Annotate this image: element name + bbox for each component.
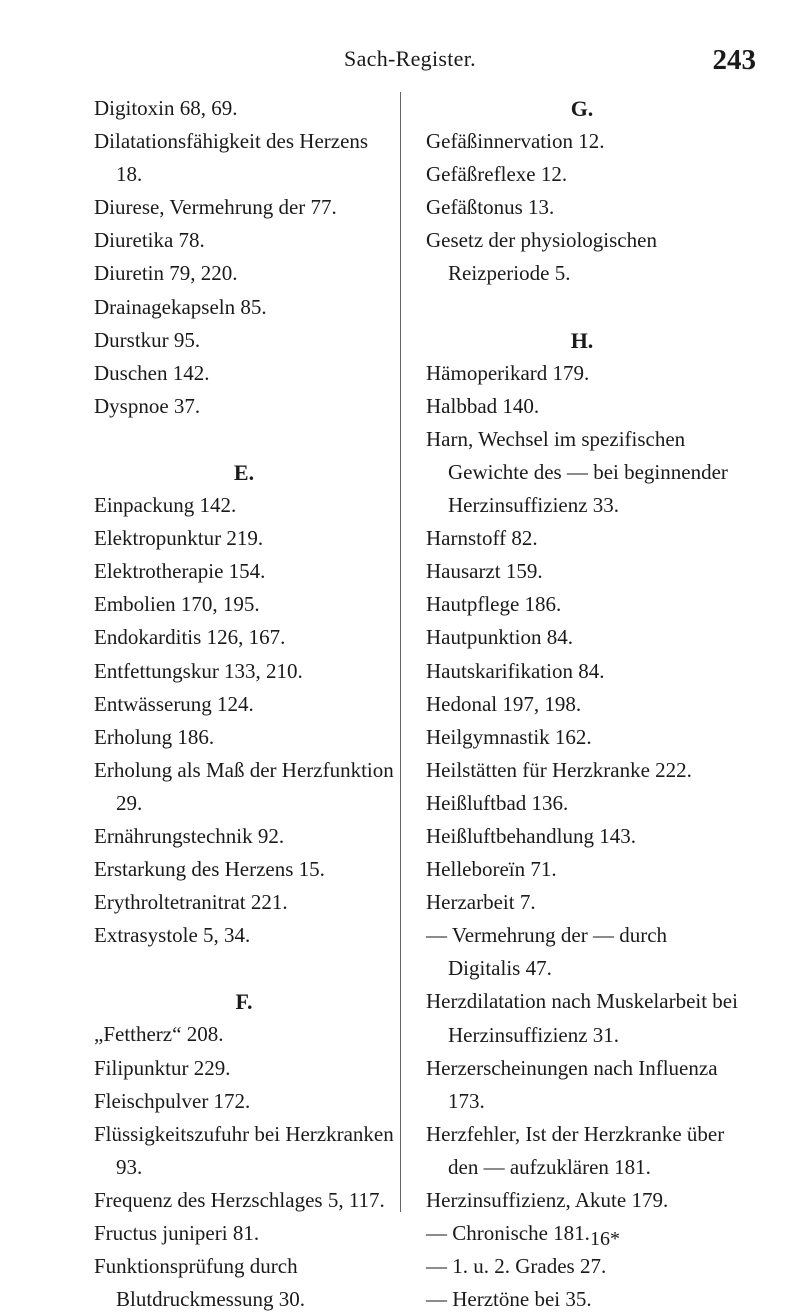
index-entry: Herzinsuffizienz, Akute 179.: [426, 1188, 669, 1212]
index-entry: Hausarzt 159.: [426, 559, 543, 584]
index-entry: Gefäßreflexe 12.: [426, 162, 568, 187]
index-entry: Heißluftbehandlung 143.: [426, 823, 636, 848]
index-entry: Gefäßinnervation 12.: [426, 129, 605, 154]
index-entry: Embolien 170, 195.: [94, 592, 260, 617]
index-entry: Herzarbeit 7.: [426, 890, 536, 915]
index-entry: Funktionsprüfung durch Blutdruckmessung 30.: [94, 1254, 305, 1312]
index-entry: Hedonal 197, 198.: [426, 691, 582, 716]
h-entries: [426, 357, 738, 1316]
index-entry: Herzerscheinungen nach Influenza 173.: [426, 1055, 718, 1113]
index-entry: Hautpunktion 84.: [426, 625, 573, 650]
index-entry: Diurese, Vermehrung der 77.: [94, 195, 337, 220]
index-entry: — 1. u. 2. Grades 27.: [426, 1254, 607, 1279]
index-entry: Dyspnoe 37.: [94, 393, 201, 418]
g-entries: [426, 125, 738, 290]
index-entry: Einpackung 142.: [94, 493, 237, 518]
index-entry: Elektropunktur 219.: [94, 526, 264, 551]
index-entry: Herzdilatation nach Muskelarbeit bei Herzinsuffizienz 31.: [426, 989, 738, 1047]
index-entry: Heißluftbad 136.: [426, 790, 569, 815]
index-entry: Fructus juniperi 81.: [94, 1221, 260, 1245]
f-entries: [94, 1018, 394, 1316]
index-entry: Hautpflege 186.: [426, 592, 562, 617]
index-entry: „Fettherz“ 208.: [94, 1022, 224, 1047]
index-entry: Filipunktur 229.: [94, 1055, 231, 1080]
index-entry: Entwässerung 124.: [94, 691, 254, 716]
index-entry: Hautskarifikation 84.: [426, 658, 605, 683]
index-entry: Heilstätten für Herzkranke 222.: [426, 757, 692, 782]
index-entry: Duschen 142.: [94, 360, 210, 385]
index-entry: Diuretin 79, 220.: [94, 261, 238, 286]
index-entry: — Vermehrung der — durch Digitalis 47.: [426, 923, 668, 981]
index-entry: Helleboreïn 71.: [426, 857, 557, 882]
right-column: [426, 92, 738, 1316]
index-entry: Digitoxin 68, 69.: [94, 96, 238, 120]
section-letter-f: F.: [235, 989, 253, 1015]
index-entry: Harn, Wechsel im spezifischen Gewichte des — bei beginnender Herzinsuffizienz 33.: [426, 426, 728, 518]
section-letter-h: H.: [570, 327, 594, 353]
index-entry: — Herztöne bei 35.: [426, 1287, 592, 1312]
index-entry: Durstkur 95.: [94, 327, 201, 352]
index-entry: Frequenz des Herzschlages 5, 117.: [94, 1187, 385, 1212]
index-entry: Entfettungskur 133, 210.: [94, 658, 303, 683]
index-entry: Ernährungstechnik 92.: [94, 823, 285, 848]
section-letter-e: E.: [233, 459, 255, 485]
left-column: [94, 92, 394, 1316]
index-entry: Dilatationsfähigkeit des Herzens 18.: [94, 129, 369, 187]
index-entry: Gefäßtonus 13.: [426, 195, 555, 220]
index-entry: Heilgymnastik 162.: [426, 724, 592, 749]
index-entry: Endokarditis 126, 167.: [94, 625, 286, 650]
index-entry: Herzfehler, Ist der Herzkranke über den — aufzuklären 181.: [426, 1121, 725, 1179]
running-title: Sach-Register.: [344, 46, 476, 71]
signature-mark: 16*: [590, 1228, 620, 1250]
index-entry: Erholung als Maß der Herzfunktion 29.: [94, 757, 394, 815]
index-entry: Extrasystole 5, 34.: [94, 923, 251, 948]
index-entry: Halbbad 140.: [426, 393, 540, 418]
index-entry: Flüssigkeitszufuhr bei Herzkranken 93.: [94, 1121, 394, 1179]
index-entry: Erholung 186.: [94, 724, 215, 749]
index-entry: Erythroltetranitrat 221.: [94, 890, 288, 915]
page-header: [0, 44, 800, 84]
e-entries: [94, 489, 394, 952]
index-entry: Gesetz der physiologischen Reizperiode 5.: [426, 228, 657, 286]
index-entry: — Chronische 181.: [426, 1221, 590, 1246]
index-entry: Harnstoff 82.: [426, 526, 538, 551]
section-letter-g: G.: [570, 96, 594, 121]
index-entry: Fleischpulver 172.: [94, 1088, 251, 1113]
index-entry: Hämoperikard 179.: [426, 360, 590, 385]
index-entry: Drainagekapseln 85.: [94, 294, 267, 319]
page-number: 243: [712, 44, 756, 76]
index-entry: Erstarkung des Herzens 15.: [94, 857, 325, 882]
d-entries: [94, 92, 394, 423]
index-entry: Diuretika 78.: [94, 228, 205, 253]
column-divider: [400, 92, 401, 1212]
index-entry: Elektrotherapie 154.: [94, 559, 266, 584]
